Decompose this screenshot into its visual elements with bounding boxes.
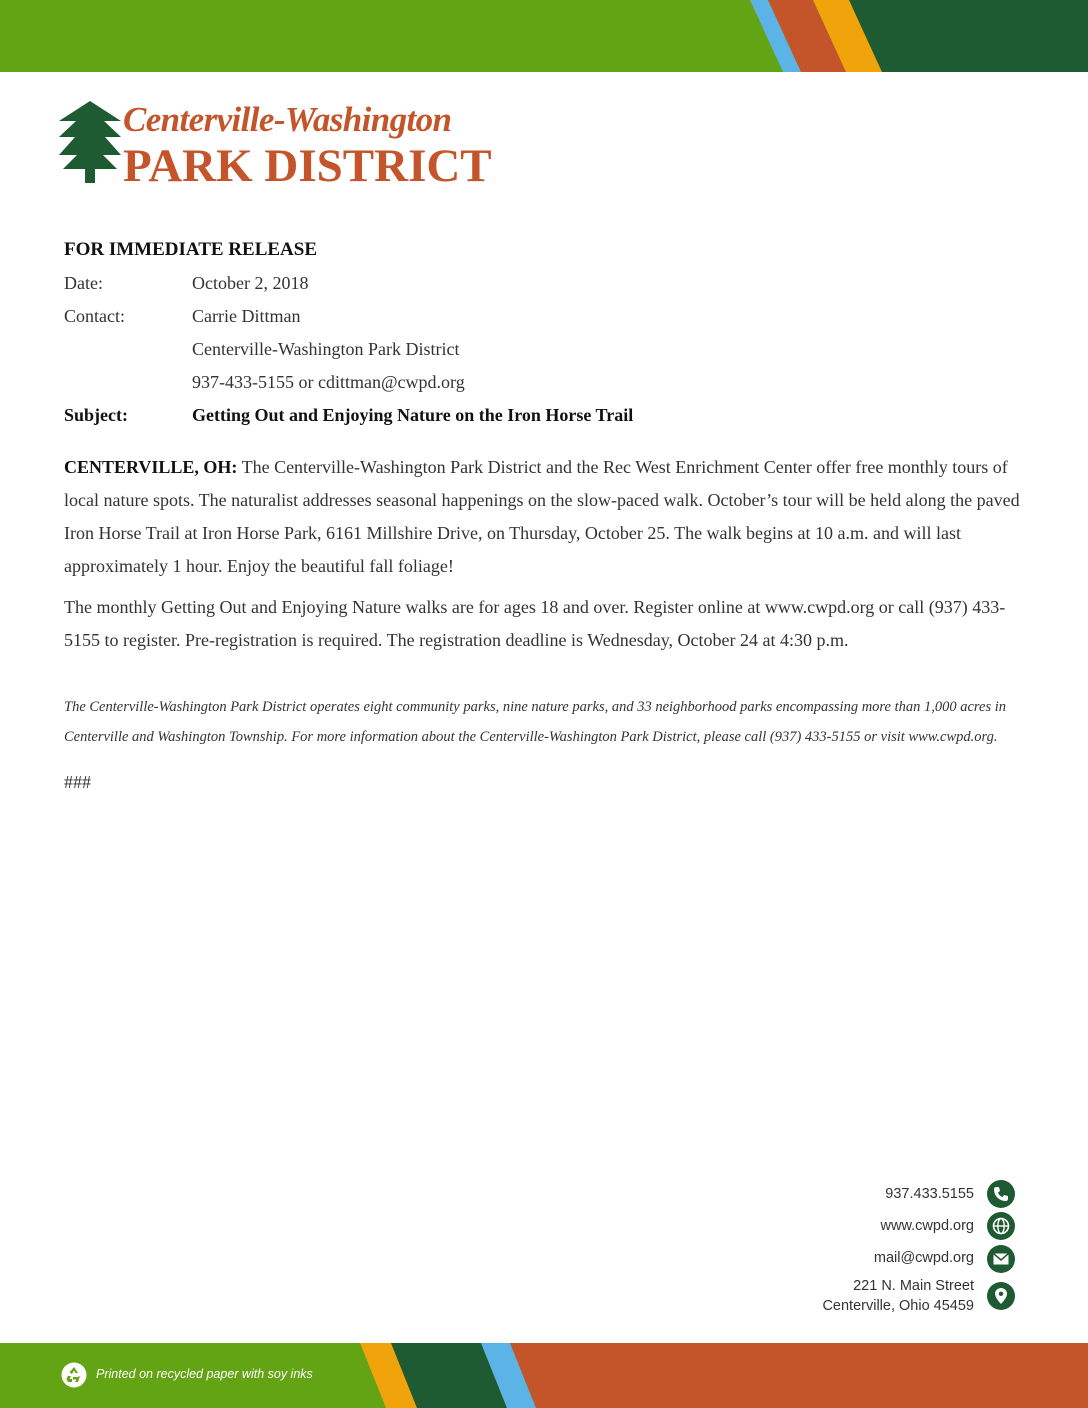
paragraph-1-text: The Centerville-Washington Park District and the Rec West Enrichment Center offer free monthly tours of local nature spots. The naturalist addresses seasonal happenings on the slow-paced walk. October’s tour will be held along the paved Iron Horse Trail at Iron Horse Park, 6161 Millshire Drive, on Thursday, October 25. The walk begins at 10 a.m. and will last approximately 1 hour. Enjoy the beautiful fall foliage! [64,457,1020,576]
contact-label: Contact: [64,306,125,326]
contact-info-row [64,372,465,393]
contact-org-row [64,339,460,360]
date-row [64,273,308,294]
contact-address-line2: Centerville, Ohio 45459 [822,1298,974,1314]
phone-icon [987,1180,1015,1208]
end-mark: ### [64,772,91,792]
evergreen-tree-icon [59,101,121,183]
boilerplate: The Centerville-Washington Park District operates eight community parks, nine nature parks, and 33 neighborhood parks encompassing more than 1,000 acres in Centerville and Washington Township. For more information about the Centerville-Washington Park District, please call (937) 433-5155 or visit www.cwpd.org. [64,699,1007,745]
date-label: Date: [64,273,103,293]
mail-icon [987,1245,1015,1273]
dateline: CENTERVILLE, OH: [64,457,238,477]
location-pin-icon [987,1282,1015,1310]
body-paragraph-2: The monthly Getting Out and Enjoying Nature walks are for ages 18 and over. Register online at www.cwpd.org or call (937) 433-5155 to register. Pre-registration is required. The registration deadline is Wednesday, October 24 at 4:30 p.m. [64,597,1006,650]
contact-org: Centerville-Washington Park District [192,339,460,359]
header-banner [0,0,1088,72]
contact-row [64,306,300,327]
globe-icon [987,1212,1015,1240]
recycle-icon [61,1362,87,1388]
contact-website: www.cwpd.org [880,1218,974,1234]
contact-address-line1: 221 N. Main Street [853,1278,974,1294]
contact-phone: 937.433.5155 [885,1186,974,1202]
body-paragraph-1 [64,451,1026,583]
recycled-paper-note: Printed on recycled paper with soy inks [96,1367,313,1381]
subject-label: Subject: [64,405,128,425]
logo-title-line2: PARK DISTRICT [123,140,492,192]
contact-name: Carrie Dittman [192,306,301,326]
contact-email: mail@cwpd.org [873,1250,974,1266]
contact-info: 937-433-5155 or cdittman@cwpd.org [192,372,465,392]
release-heading: FOR IMMEDIATE RELEASE [64,239,318,260]
subject-row [64,405,633,426]
subject-value: Getting Out and Enjoying Nature on the Iron Horse Trail [192,405,634,425]
logo-title-line1: Centerville-Washington [123,100,452,139]
date-value: October 2, 2018 [192,273,309,293]
